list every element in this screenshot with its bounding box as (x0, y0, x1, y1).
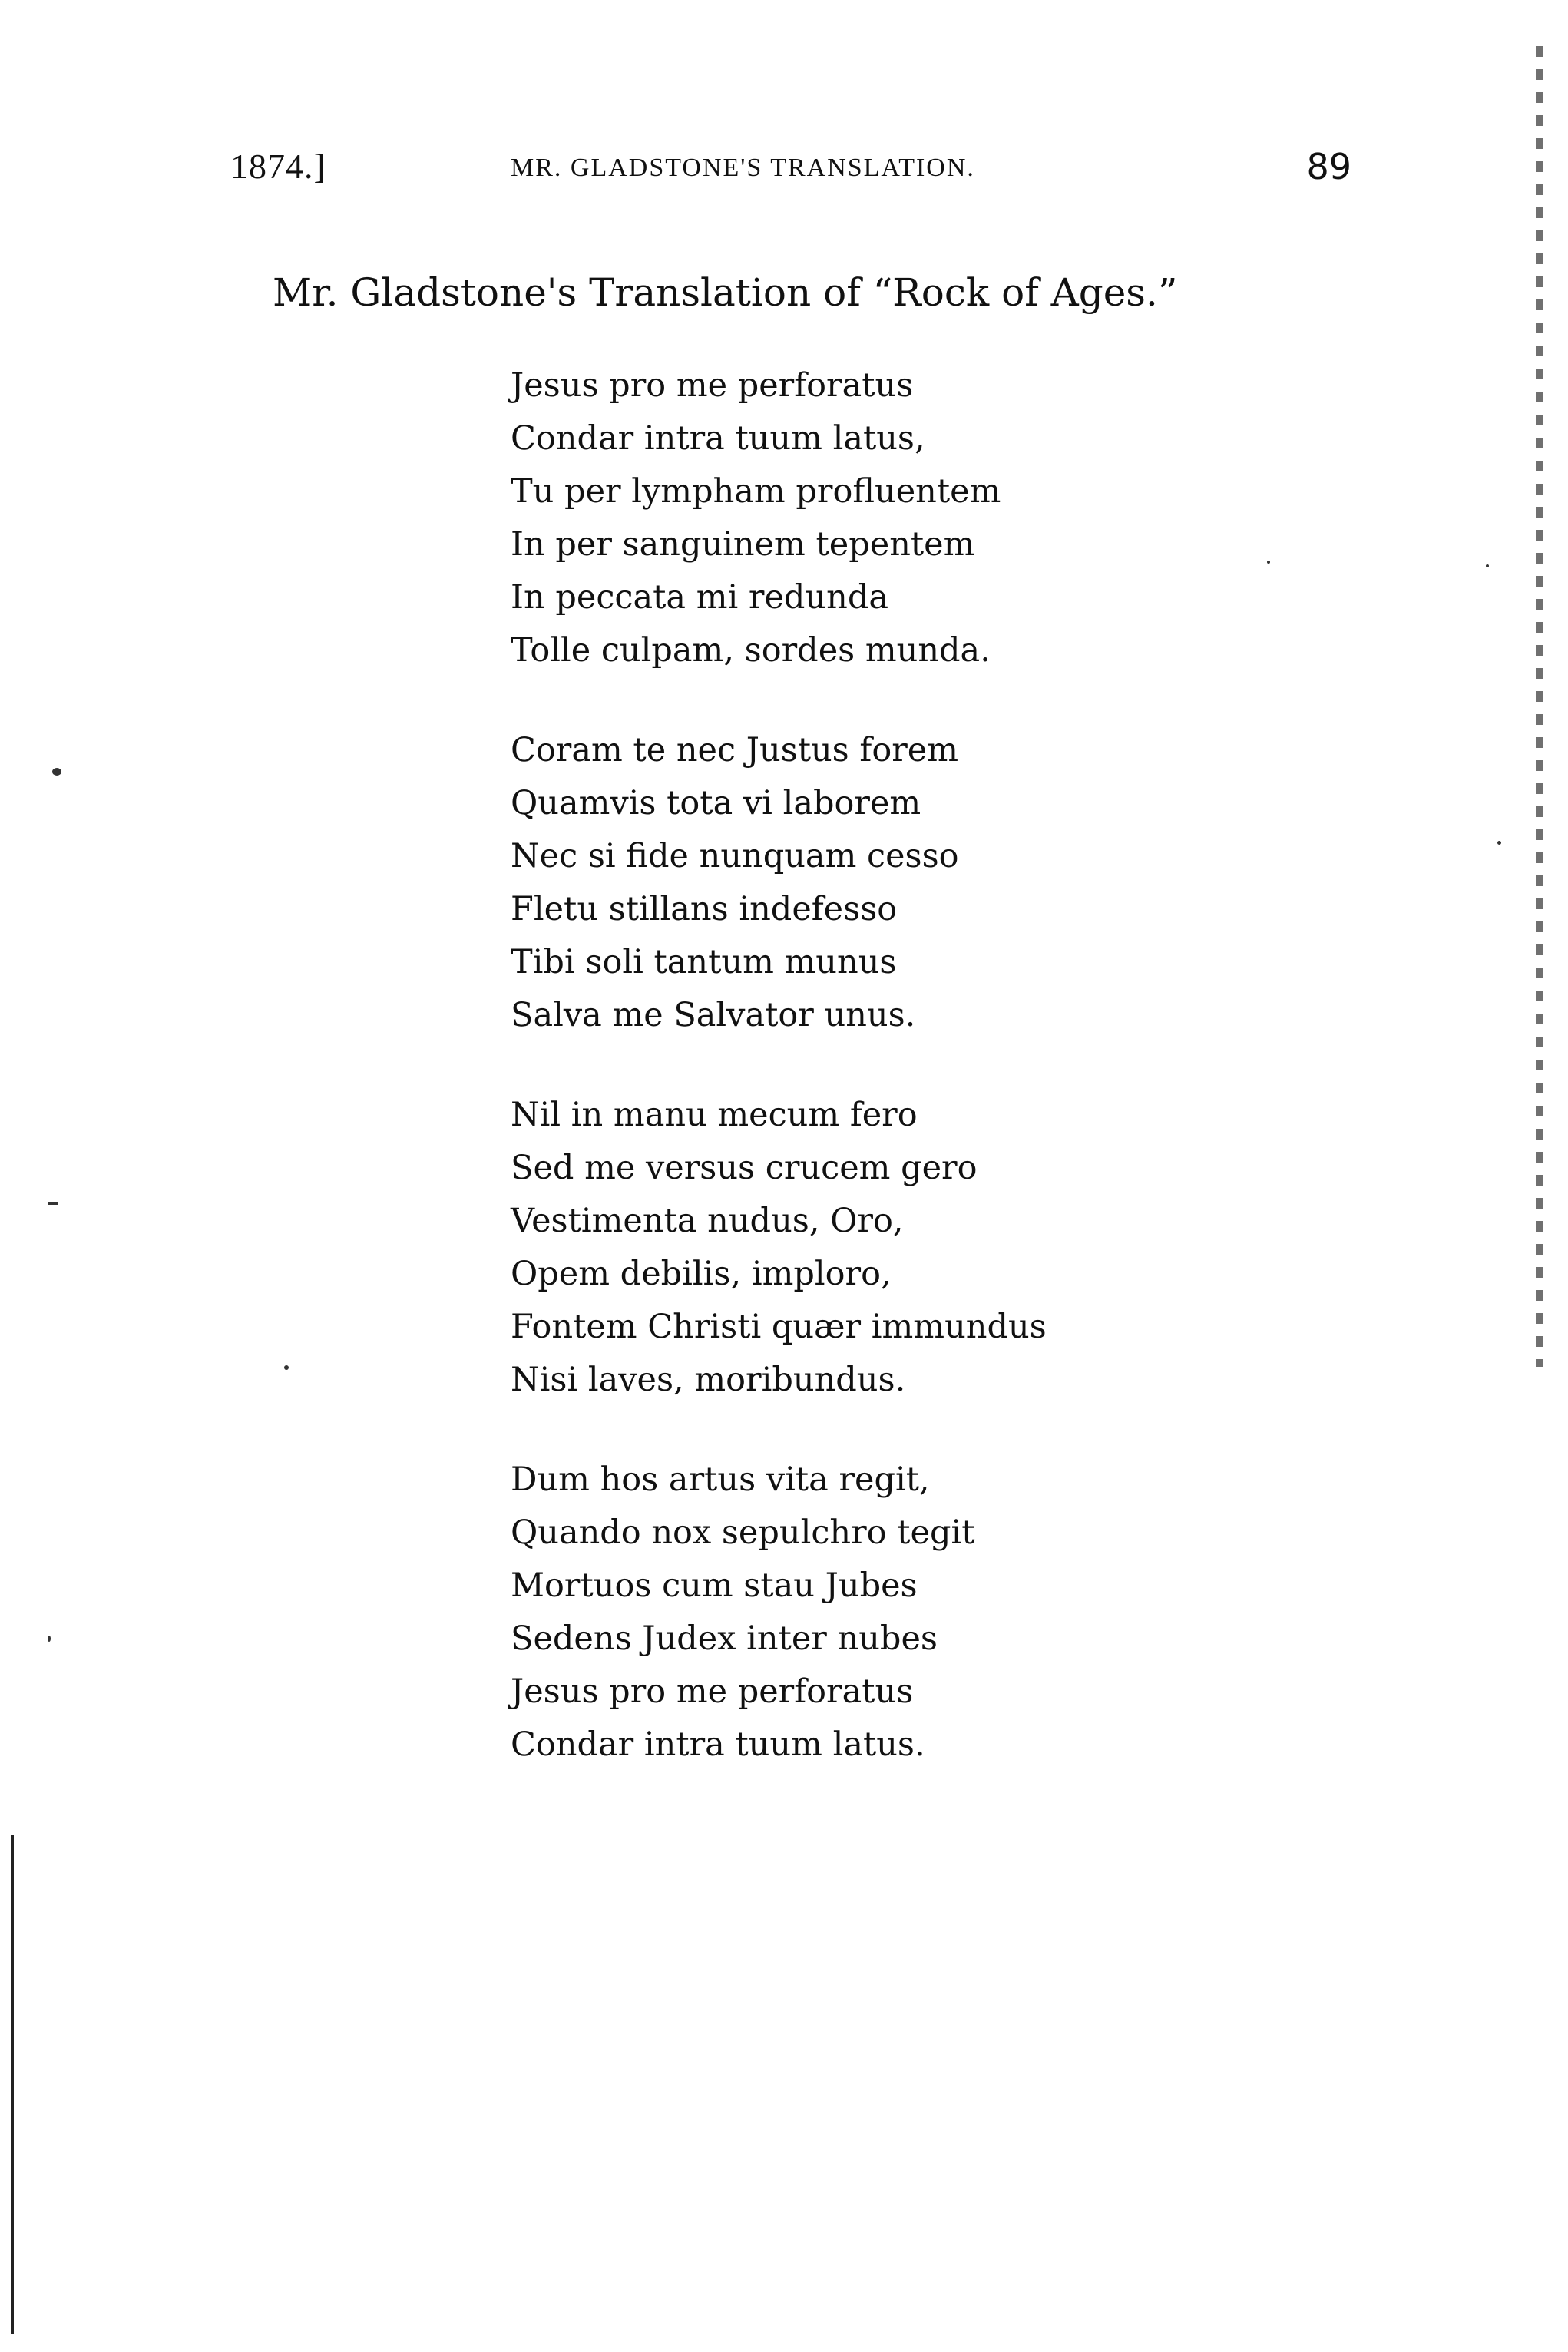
poem-line: Jesus pro me perforatus (511, 366, 914, 405)
poem-line: Quamvis tota vi laborem (511, 784, 921, 822)
scan-speck (48, 1636, 51, 1642)
poem-line: Fletu stillans indefesso (511, 890, 898, 928)
scan-speck (1267, 561, 1270, 564)
poem-line: Tu per lympham profluentem (511, 472, 1001, 511)
poem-title: Mr. Gladstone's Translation of “Rock of Ages.” (273, 270, 1178, 315)
poem-line: Condar intra tuum latus. (511, 1725, 925, 1764)
scan-speck (1486, 564, 1489, 567)
poem-line: Sed me versus crucem gero (511, 1149, 978, 1187)
poem-line: Fontem Christi quær immundus (511, 1308, 1047, 1346)
poem-line: Dum hos artus vita regit, (511, 1460, 930, 1499)
poem-line: Quando nox sepulchro tegit (511, 1513, 975, 1552)
poem-line: Vestimenta nudus, Oro, (511, 1202, 904, 1240)
scan-speck (284, 1365, 289, 1370)
stanza-2 (511, 724, 1202, 1042)
poem-line: In per sanguinem tepentem (511, 525, 975, 564)
scan-speck (52, 768, 61, 776)
poem-line: Condar intra tuum latus, (511, 419, 925, 458)
poem-line: Sedens Judex inter nubes (511, 1619, 938, 1658)
header-year: 1874.] (230, 147, 326, 186)
poem-body (511, 359, 1202, 1818)
poem-line: Nec si fide nunquam cesso (511, 837, 959, 875)
running-header (230, 146, 1351, 192)
stanza-3 (511, 1089, 1202, 1407)
poem-line: Mortuos cum stau Jubes (511, 1566, 918, 1605)
poem-line: In peccata mi redunda (511, 578, 888, 617)
poem-line: Nil in manu mecum fero (511, 1096, 918, 1134)
scan-speck (1497, 841, 1501, 845)
scan-edge-right (1536, 46, 1543, 1367)
poem-line: Coram te nec Justus forem (511, 731, 958, 769)
poem-line: Opem debilis, imploro, (511, 1255, 892, 1293)
poem-line: Tolle culpam, sordes munda. (511, 631, 991, 670)
scan-speck (48, 1202, 58, 1205)
header-running-title: MR. GLADSTONE'S TRANSLATION. (511, 154, 975, 182)
page-number: 89 (1306, 146, 1351, 187)
poem-line: Jesus pro me perforatus (511, 1672, 914, 1711)
poem-line: Tibi soli tantum munus (511, 943, 897, 981)
poem-line: Nisi laves, moribundus. (511, 1361, 906, 1399)
stanza-1 (511, 359, 1202, 677)
stanza-4 (511, 1454, 1202, 1771)
poem-line: Salva me Salvator unus. (511, 996, 916, 1034)
scan-edge-left (11, 1835, 14, 2334)
